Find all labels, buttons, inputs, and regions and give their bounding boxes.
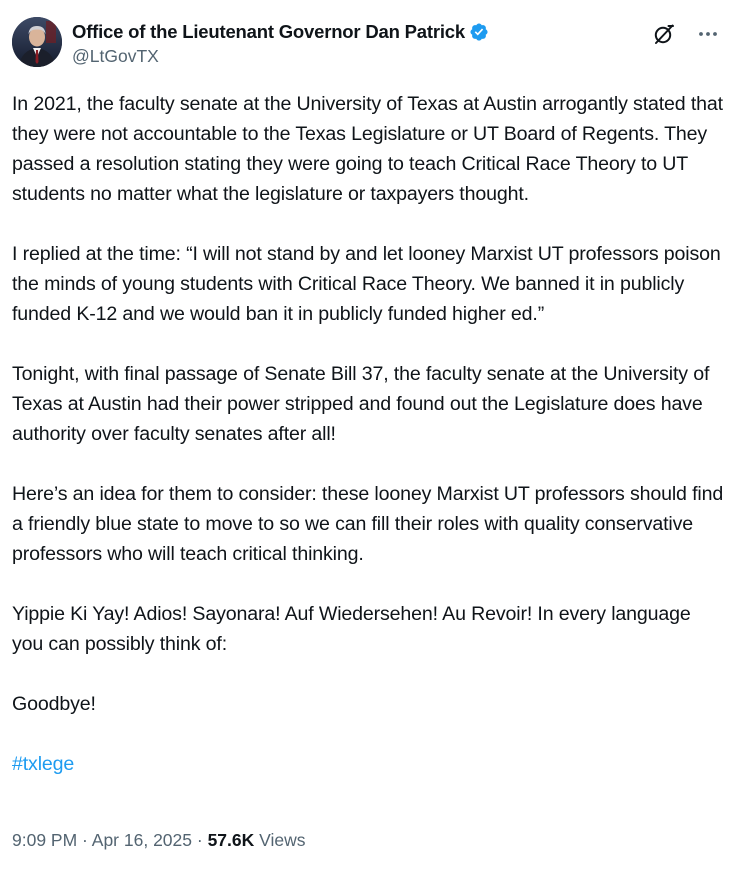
grok-slash-icon[interactable] [653, 23, 675, 45]
tweet-date[interactable]: Apr 16, 2025 [91, 830, 192, 850]
tweet-paragraph: Tonight, with final passage of Senate Bill 37, the faculty senate at the University of Texas at Austin had their power stripped and found out the Legislature does have authority over faculty senates after all! [12, 363, 710, 445]
tweet-paragraph: I replied at the time: “I will not stand by and let looney Marxist UT professors poison the minds of young students with Critical Race Theory. We banned it in publicly funded K-12 and we would ban it in publicly funded higher ed.” [12, 243, 721, 325]
author-handle[interactable]: @LtGovTX [72, 46, 159, 66]
tweet-time[interactable]: 9:09 PM [12, 830, 78, 850]
meta-separator: · [77, 830, 92, 850]
tweet-text [12, 89, 724, 809]
views-count: 57.6K [207, 830, 255, 850]
hashtag-paragraph [12, 749, 724, 779]
tweet-paragraph: In 2021, the faculty senate at the University of Texas at Austin arrogantly stated that they were not accountable to the Texas Legislature or UT Board of Regents. They passed a resolution stating they were going to teach Critical Race Theory to UT students no matter what the legislature or taxpayers thought. [12, 93, 723, 205]
views-label: Views [259, 830, 306, 850]
tweet-meta [12, 830, 306, 851]
tweet-paragraph: Yippie Ki Yay! Adios! Sayonara! Auf Wiedersehen! Au Revoir! In every language you can possibly think of: [12, 603, 691, 655]
verified-badge-icon [469, 22, 489, 42]
tweet-paragraph: Goodbye! [12, 693, 96, 715]
display-name-row [72, 19, 489, 45]
avatar[interactable] [12, 17, 62, 67]
display-name[interactable]: Office of the Lieutenant Governor Dan Patrick [72, 21, 465, 42]
hashtag-link[interactable]: #txlege [12, 753, 75, 775]
author-names [72, 19, 489, 67]
more-options-icon[interactable] [697, 25, 719, 43]
tweet-paragraph: Here’s an idea for them to consider: these looney Marxist UT professors should find a friendly blue state to move to so we can fill their roles with quality conservative professors who will teach critical thinking. [12, 483, 724, 565]
meta-separator: · [192, 830, 208, 850]
tweet-header [12, 17, 719, 69]
